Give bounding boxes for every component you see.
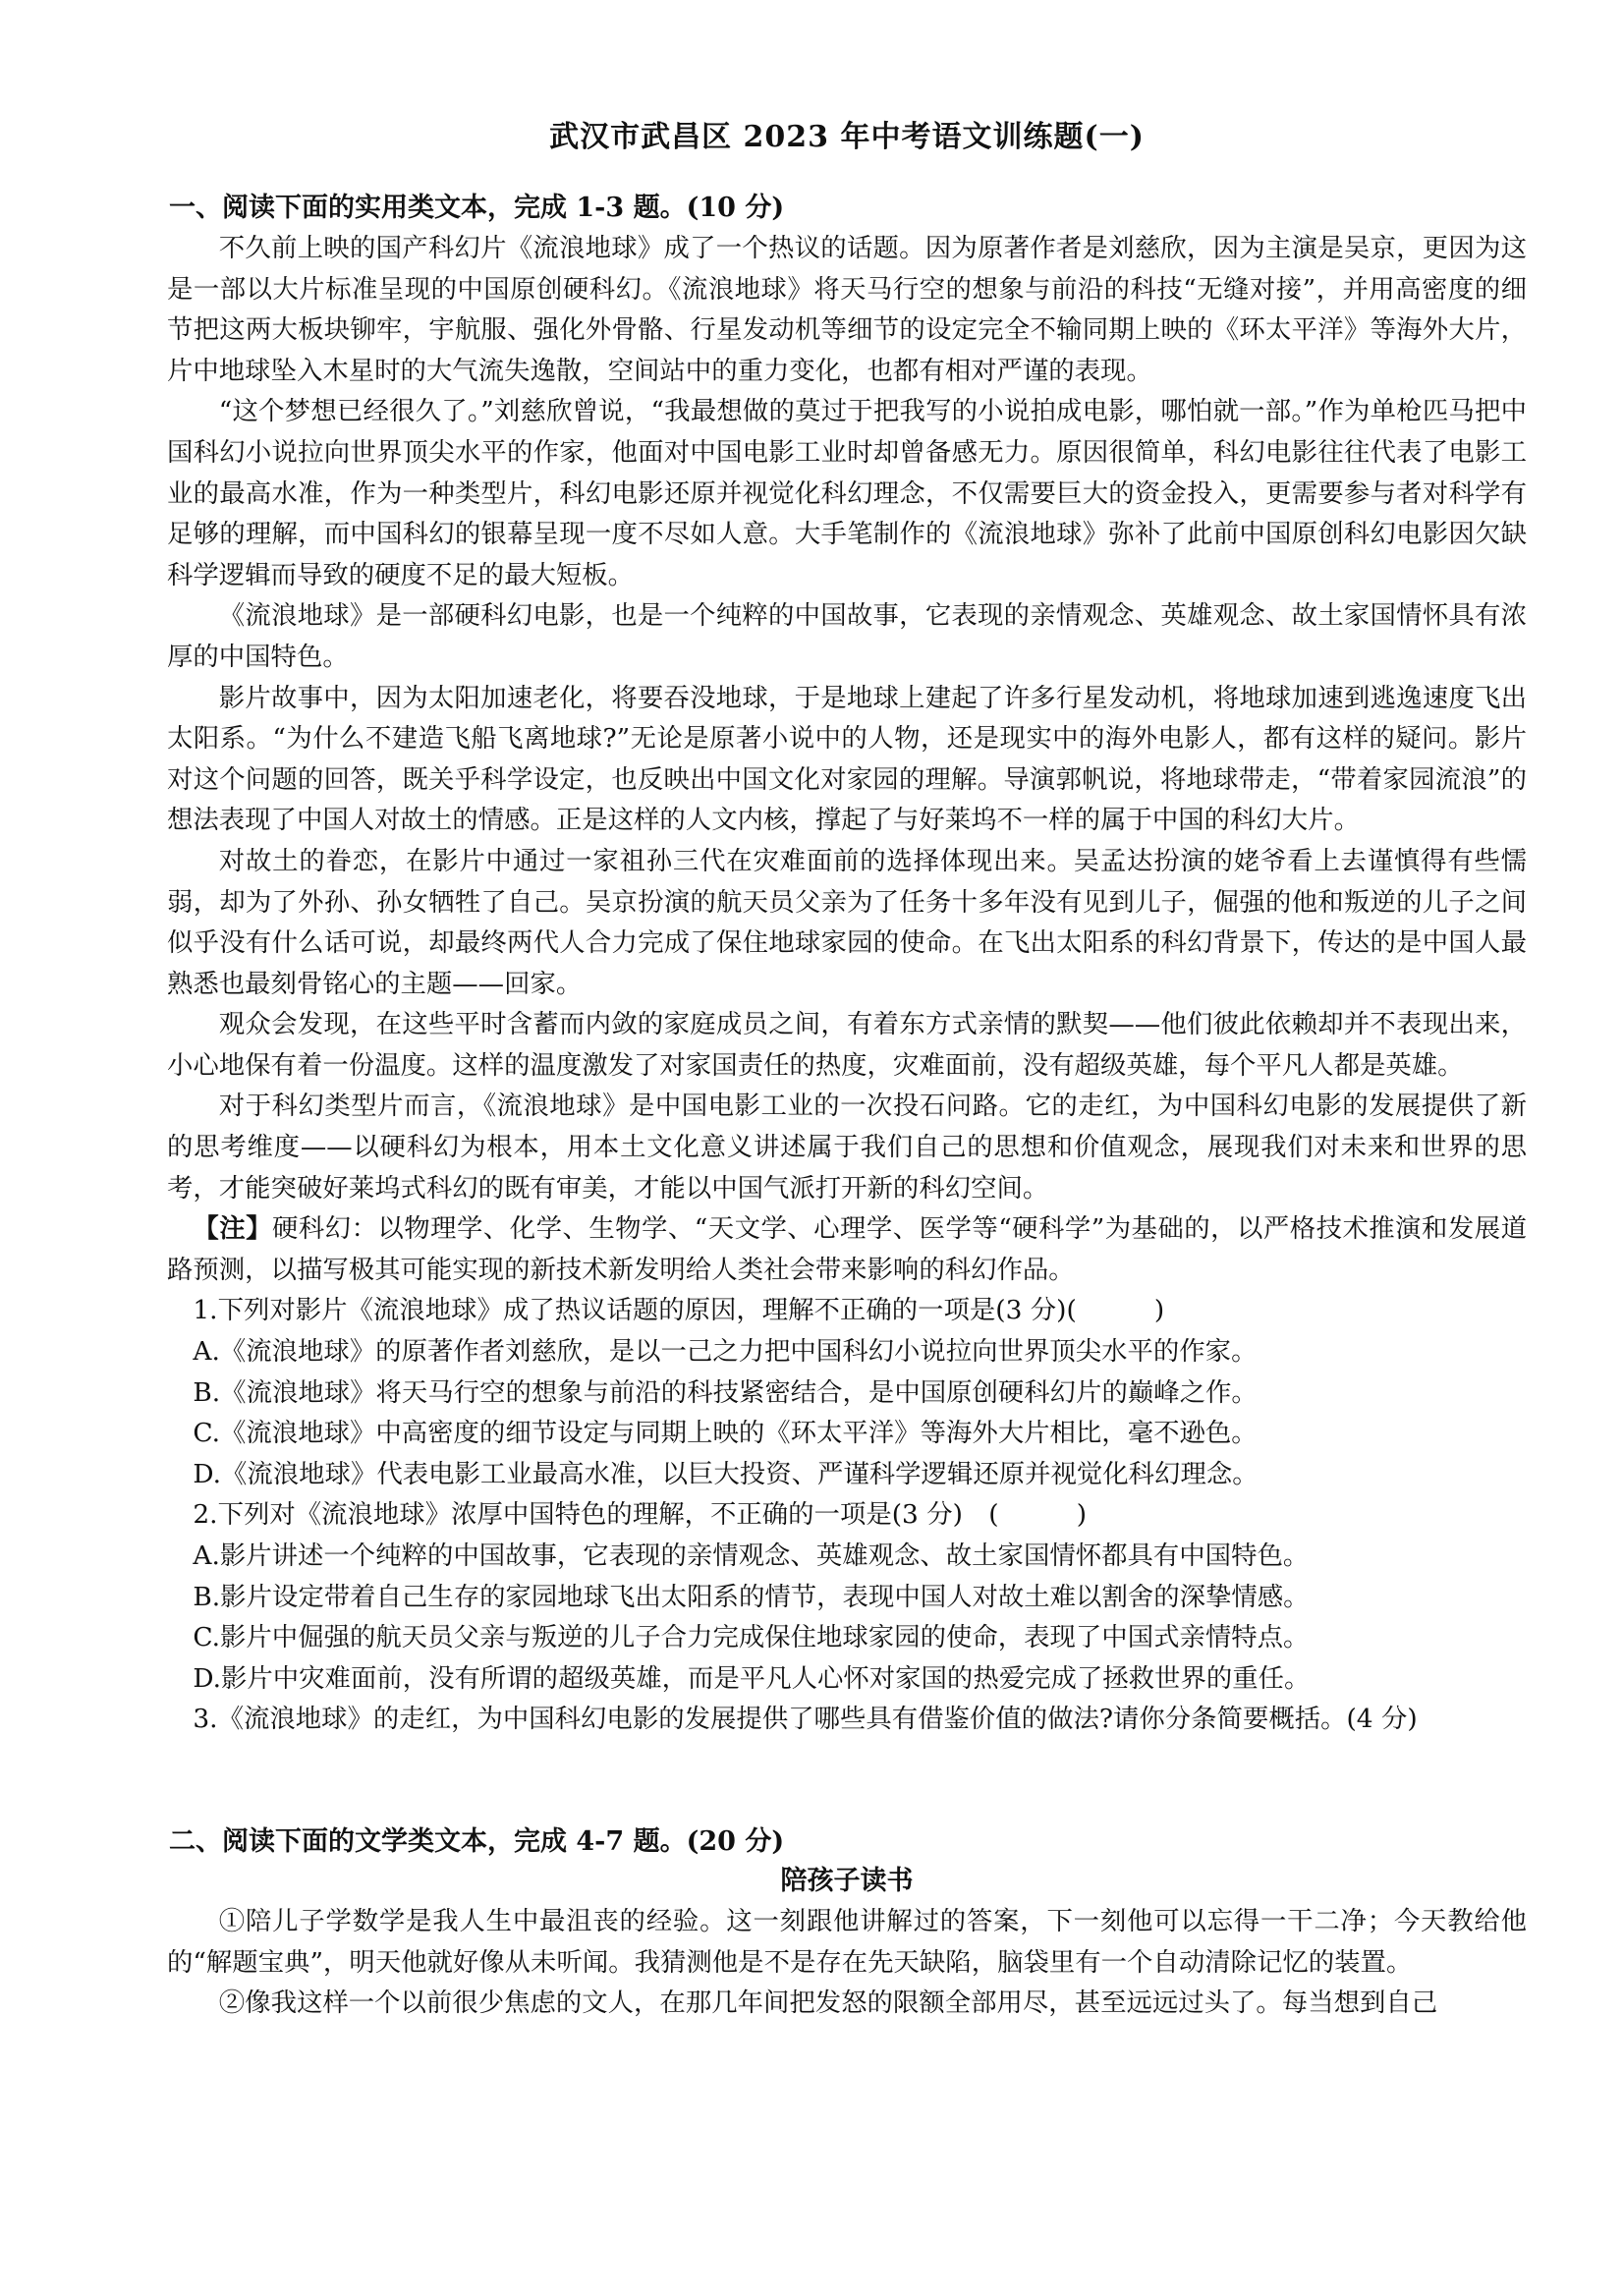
note (167, 1208, 1527, 1290)
question-1-option-c: C.《流浪地球》中高密度的细节设定与同期上映的《环太平洋》等海外大片相比，毫不逊色。 (193, 1418, 1258, 1449)
paragraph: 不久前上映的国产科幻片《流浪地球》成了一个热议的话题。因为原著作者是刘慈欣，因为主演是吴京，更因为这是一部以大片标准呈现的中国原创硬科幻。《流浪地球》将天马行空的想象与前沿的科技“无缝对接”，并用高密度的细节把这两大板块铆牢，宇航服、强化外骨骼、行星发动机等细节的设定完全不输同期上映的《环太平洋》等海外大片，片中地球坠入木星时的大气流失逸散，空间站中的重力变化，也都有相对严谨的表现。 (167, 233, 1527, 386)
question-1-stem: 1.下列对影片《流浪地球》成了热议话题的原因，理解不正确的一项是(3 分)( ) (193, 1295, 1165, 1326)
section-2-heading: 二、阅读下面的文学类文本，完成 4-7 题。(20 分) (169, 1825, 785, 1857)
question-1-option-b: B.《流浪地球》将天马行空的想象与前沿的科技紧密结合，是中国原创硬科幻片的巅峰之作。 (193, 1376, 1258, 1408)
section-1-heading: 一、阅读下面的实用类文本，完成 1-3 题。(10 分) (169, 193, 785, 223)
note-label: 【注】 (193, 1213, 272, 1245)
paragraph: “这个梦想已经很久了。”刘慈欣曾说，“我最想做的莫过于把我写的小说拍成电影，哪怕就一部。”作为单枪匹马把中国科幻小说拉向世界顶尖水平的作家，他面对中国电影工业时却曾备感无力。原因很简单，科幻电影往往代表了电影工业的最高水准，作为一种类型片，科幻电影还原并视觉化科幻理念，不仅需要巨大的资金投入，更需要参与者对科学有足够的理解，而中国科幻的银幕呈现一度不尽如人意。大手笔制作的《流浪地球》弥补了此前中国原创科幻电影因欠缺科学逻辑而导致的硬度不足的最大短板。 (167, 396, 1527, 590)
question-2-option-d: D.影片中灾难面前，没有所谓的超级英雄，而是平凡人心怀对家国的热爱完成了拯救世界的重任。 (193, 1662, 1311, 1694)
paragraph: 对于科幻类型片而言，《流浪地球》是中国电影工业的一次投石问路。它的走红，为中国科幻电影的发展提供了新的思考维度——以硬科幻为根本，用本土文化意义讲述属于我们自己的思想和价值观念，展现我们对未来和世界的思考，才能突破好莱坞式科幻的既有审美，才能以中国气派打开新的科幻空间。 (167, 1091, 1527, 1204)
page-title: 武汉市武昌区 2023 年中考语文训练题(一) (549, 120, 1145, 154)
paragraph: 对故土的眷恋，在影片中通过一家祖孙三代在灾难面前的选择体现出来。吴孟达扮演的姥爷看上去谨慎得有些懦弱，却为了外孙、孙女牺牲了自己。吴京扮演的航天员父亲为了任务十多年没有见到儿子，倔强的他和叛逆的儿子之间似乎没有什么话可说，却最终两代人合力完成了保住地球家园的使命。在飞出太阳系的科幻背景下，传达的是中国人最熟悉也最刻骨铭心的主题——回家。 (167, 845, 1527, 999)
question-2-stem: 2.下列对《流浪地球》浓厚中国特色的理解，不正确的一项是(3 分) ( ) (193, 1499, 1088, 1531)
question-3: 3.《流浪地球》的走红，为中国科幻电影的发展提供了哪些具有借鉴价值的做法?请你分条简要概括。(4 分) (193, 1704, 1418, 1735)
question-2-option-a: A.影片讲述一个纯粹的中国故事，它表现的亲情观念、英雄观念、故土家国情怀都具有中国特色。 (193, 1540, 1310, 1571)
paragraph: 观众会发现，在这些平时含蓄而内敛的家庭成员之间，有着东方式亲情的默契——他们彼此依赖却并不表现出来，小心地保有着一份温度。这样的温度激发了对家国责任的热度，灾难面前，没有超级英雄，每个平凡人都是英雄。 (167, 1009, 1527, 1081)
story-title: 陪孩子读书 (780, 1865, 914, 1896)
note-text: 硬科幻：以物理学、化学、生物学、“天文学、心理学、医学等“硬科学”为基础的，以严格技术推演和发展道路预测，以描写极其可能实现的新技术新发明给人类社会带来影响的科幻作品。 (167, 1213, 1527, 1285)
paragraph: ①陪儿子学数学是我人生中最沮丧的经验。这一刻跟他讲解过的答案，下一刻他可以忘得一干二净；今天教给他的“解题宝典”，明天他就好像从未听闻。我猜测他是不是存在先天缺陷，脑袋里有一个自动清除记忆的装置。 (167, 1905, 1527, 1978)
paragraph: 影片故事中，因为太阳加速老化，将要吞没地球，于是地球上建起了许多行星发动机，将地球加速到逃逸速度飞出太阳系。“为什么不建造飞船飞离地球?”无论是原著小说中的人物，还是现实中的海外电影人，都有这样的疑问。影片对这个问题的回答，既关乎科学设定，也反映出中国文化对家园的理解。导演郭帆说，将地球带走，“带着家园流浪”的想法表现了中国人对故土的情感。正是这样的人文内核，撑起了与好莱坞不一样的属于中国的科幻大片。 (167, 682, 1527, 836)
question-2-option-b: B.影片设定带着自己生存的家园地球飞出太阳系的情节，表现中国人对故土难以割舍的深挚情感。 (193, 1581, 1310, 1612)
paragraph: ②像我这样一个以前很少焦虑的文人，在那几年间把发怒的限额全部用尽，甚至远远过头了。每当想到自己 (218, 1988, 1438, 2019)
section-gap (167, 1740, 1527, 1822)
question-1-option-a: A.《流浪地球》的原著作者刘慈欣，是以一己之力把中国科幻小说拉向世界顶尖水平的作家。 (193, 1336, 1258, 1368)
paragraph: 《流浪地球》是一部硬科幻电影，也是一个纯粹的中国故事，它表现的亲情观念、英雄观念、故土家国情怀具有浓厚的中国特色。 (167, 600, 1527, 672)
question-1-option-d: D.《流浪地球》代表电影工业最高水准，以巨大投资、严谨科学逻辑还原并视觉化科幻理念。 (193, 1458, 1259, 1489)
question-2-option-c: C.影片中倔强的航天员父亲与叛逆的儿子合力完成保住地球家园的使命，表现了中国式亲情特点。 (193, 1622, 1310, 1653)
